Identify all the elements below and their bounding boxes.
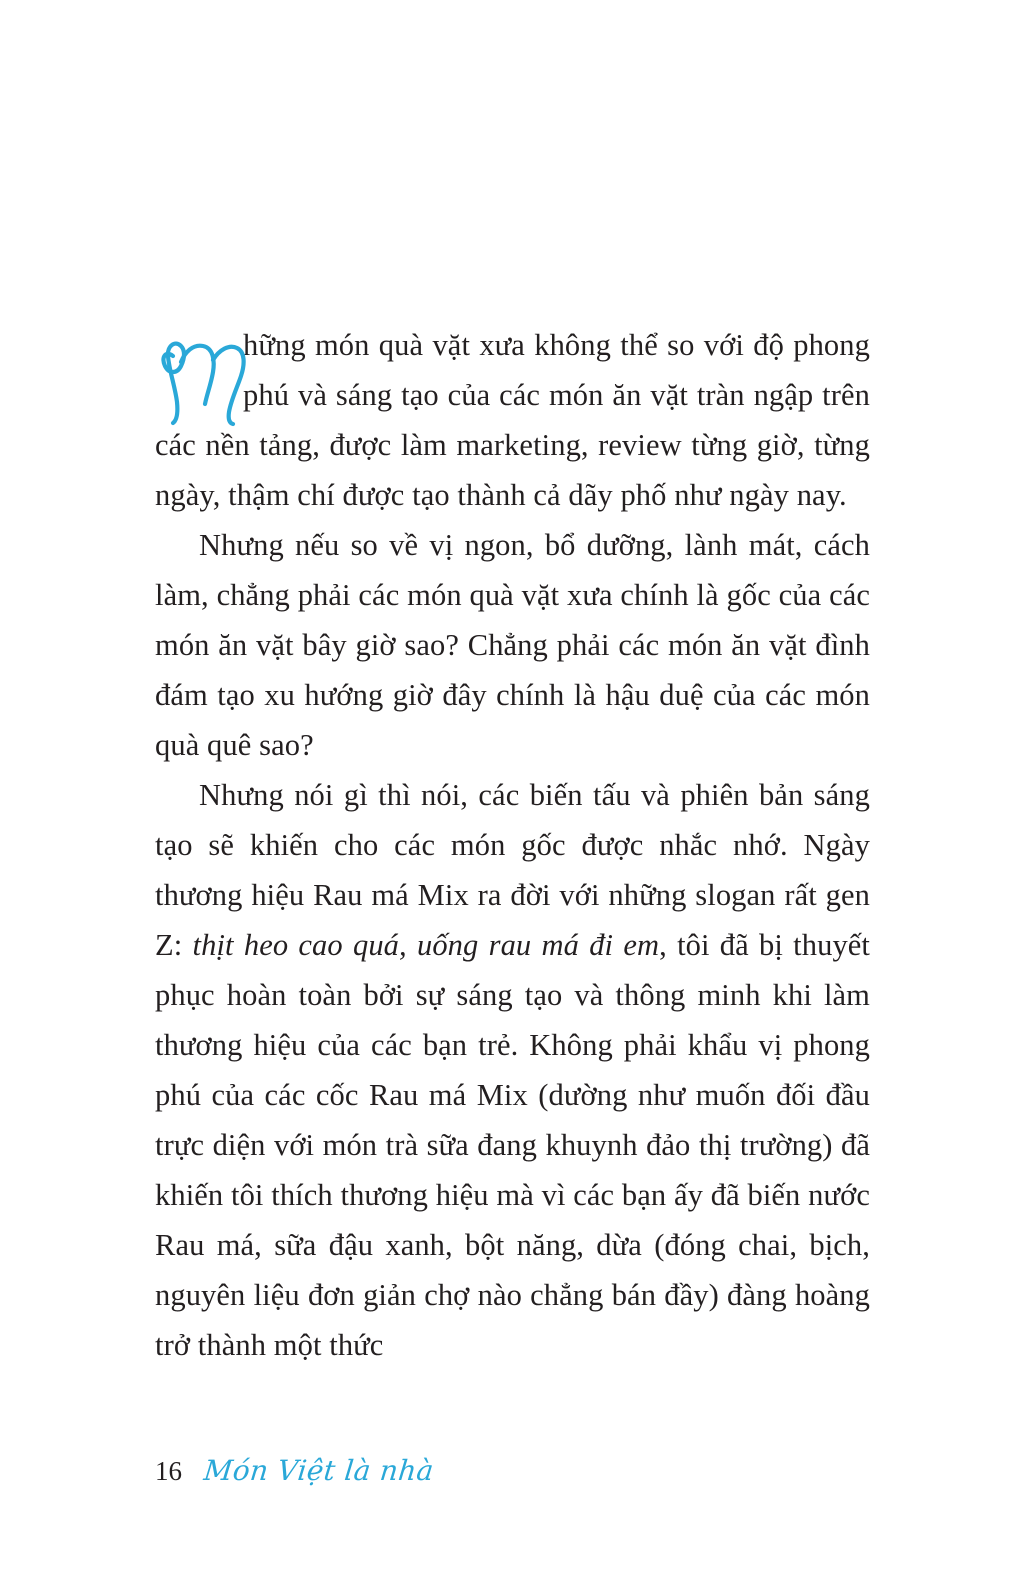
body-text-column — [155, 320, 870, 1370]
running-title: Món Việt là nhà — [202, 1454, 436, 1487]
paragraph-1-text: hững món quà vặt xưa không thể so với độ phong phú và sáng tạo của các món ăn vặt tràn ngập trên các nền tảng, được làm marketing, review từng giờ, từng ngày, thậm chí được tạo thành cả dãy phố như ngày nay. — [155, 328, 870, 512]
paragraph-1 — [155, 320, 870, 520]
page-number: 16 — [155, 1456, 182, 1486]
paragraph-3-text-part1: Nhưng nói gì thì nói, các biến tấu và phiên bản sáng tạo sẽ khiến cho các món gốc được nhắc nhớ. Ngày thương hiệu Rau má Mix ra đời với những slogan rất gen Z: — [155, 778, 870, 962]
paragraph-2 — [155, 520, 870, 770]
paragraph-3-text-part2: , tôi đã bị thuyết phục hoàn toàn bởi sự sáng tạo và thông minh khi làm thương hiệu của các bạn trẻ. Không phải khẩu vị phong phú của các cốc Rau má Mix (dường như muốn đối đầu trực diện với món trà sữa đang khuynh đảo thị trường) đã khiến tôi thích thương hiệu mà vì các bạn ấy đã biến nước Rau má, sữa đậu xanh, bột năng, dừa (đóng chai, bịch, nguyên liệu đơn giản chợ nào chẳng bán đầy) đàng hoàng trở thành một thức — [155, 928, 871, 1362]
paragraph-3-slogan-italic: thịt heo cao quá, uống rau má đi em — [192, 928, 660, 962]
paragraph-2-text: Nhưng nếu so về vị ngon, bổ dưỡng, lành mát, cách làm, chẳng phải các món quà vặt xưa chính là gốc của các món ăn vặt bây giờ sao? Chẳng phải các món ăn vặt đình đám tạo xu hướng giờ đây chính là hậu duệ của các món quà quê sao? — [155, 528, 870, 762]
drop-cap-letter-n — [155, 324, 241, 420]
page-footer — [155, 1454, 434, 1487]
paragraph-3 — [155, 770, 870, 1370]
